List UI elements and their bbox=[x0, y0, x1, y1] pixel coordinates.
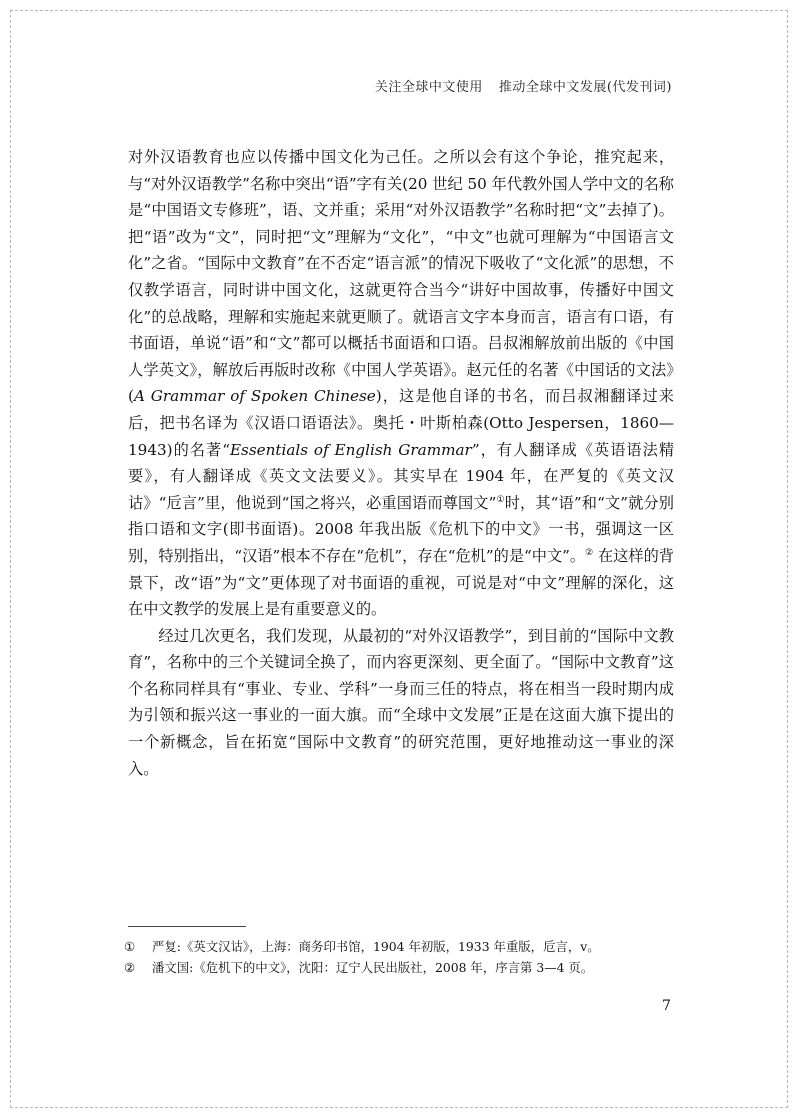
footnote-ref-1[interactable]: ① bbox=[496, 494, 505, 505]
running-header-right: 推动全球中文发展(代发刊词) bbox=[498, 80, 672, 95]
running-header bbox=[375, 76, 672, 95]
footnote-2 bbox=[124, 957, 684, 978]
footnote-mark: ② bbox=[124, 960, 136, 975]
paragraph-1-text-b: )，这是他自译的书名，而吕叔湘翻译过来后，把书名译为《汉语口语语法》。奥托・叶斯柏森(Otto Jespersen，1860—1943)的名著“ bbox=[128, 387, 674, 459]
paragraph-2: 经过几次更名，我们发现，从最初的“对外汉语教学”，到目前的“国际中文教育”，名称中的三个关键词全换了，而内容更深刻、更全面了。“国际中文教育”这个名称同样具有“事业、专业、学科”一身而三任的特点，将在相当一段时期内成为引领和振兴这一事业的一面大旗。而“全球中文发展”正是在这面大旗下提出的一个新概念，旨在拓宽“国际中文教育”的研究范围，更好地推动这一事业的深入。 bbox=[128, 626, 674, 778]
paragraph-1-text-d: 时，其“语”和“文”就分别指口语和文字(即书面语)。2008 年我出版《危机下的中文》一书，强调这一区别，特别指出，“汉语”根本不存在“危机”，存在“危机”的是“中文”。 bbox=[128, 493, 674, 565]
footnote-divider bbox=[128, 926, 246, 927]
footnote-1 bbox=[124, 936, 684, 957]
footnotes bbox=[124, 936, 684, 978]
paragraph-1-text-c: ”，有人翻译成《英语语法精要》，有人翻译成《英文文法要义》。其实早在 1904 年，在严复的《英文汉诂》“卮言”里，他说到“国之将兴，必重国语而尊国文” bbox=[128, 440, 675, 512]
body-text bbox=[128, 144, 674, 782]
book-title-english-2: Essentials of English Grammar bbox=[229, 440, 472, 459]
page-number: 7 bbox=[662, 998, 671, 1014]
paragraph-1-text-e: 在这样的背景下，改“语”为“文”更体现了对书面语的重视，可说是对“中文”理解的深化，这在中文教学的发展上是有重要意义的。 bbox=[128, 546, 674, 619]
book-title-english-1: A Grammar of Spoken Chinese bbox=[133, 387, 376, 406]
footnote-mark: ① bbox=[124, 939, 136, 954]
footnote-text: 潘文国:《危机下的中文》，沈阳：辽宁人民出版社，2008 年，序言第 3—4 页。 bbox=[152, 960, 594, 975]
running-header-left: 关注全球中文使用 bbox=[374, 80, 483, 95]
footnote-ref-2[interactable]: ② bbox=[585, 547, 594, 558]
paragraph-1-text-a: 对外汉语教育也应以传播中国文化为己任。之所以会有这个争论，推究起来，与“对外汉语教学”名称中突出“语”字有关(20 世纪 50 年代教外国人学中文的名称是“中国语文专修班”，语、文并重；采用“对外汉语教学”名称时把“文”去掉了)。把“语”改为“文”，同时把“文”理解为“文化”，“中文”也就可理解为“中国语言文化”之省。“国际中文教育”在不否定“语言派”的情况下吸收了“文化派”的思想，不仅教学语言，同时讲中国文化，这就更符合当今“讲好中国故事，传播好中国文化”的总战略，理解和实施起来就更顺了。就语言文字本身而言，语言有口语，有书面语，单说“语”和“文”都可以概括书面语和口语。吕叔湘解放前出版的《中国人学英文》，解放后再版时改称《中国人学英语》。赵元任的名著《中国话的文法》( bbox=[128, 148, 674, 406]
footnote-text: 严复:《英文汉诂》，上海：商务印书馆，1904 年初版，1933 年重版，卮言，v。 bbox=[152, 939, 600, 954]
paragraph-1 bbox=[128, 144, 674, 623]
